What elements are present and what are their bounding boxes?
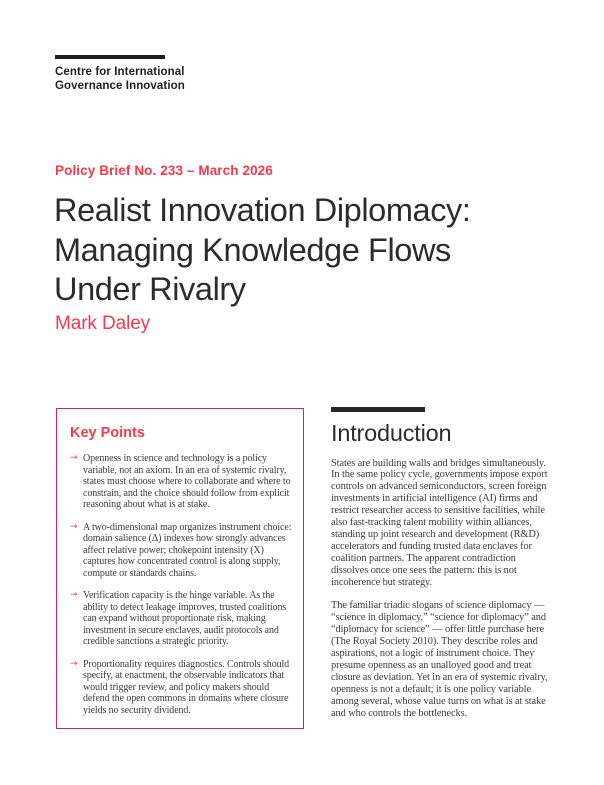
- author-name: Mark Daley: [55, 313, 151, 334]
- key-point-item: [70, 453, 293, 511]
- introduction-paragraph: The familiar triadic slogans of science diplomacy — “science in diplomacy,” “science for diplomacy” and “diplomacy for science” — offer little purchase here (The Royal Society 2010). They describe roles and aspirations, not a logic of instrument choice. They presume openness as an unalloyed good and treat closure as deviation. Yet in an era of systemic rivalry, openness is not a default; it is one policy variable among several, whose value turns on what is at stake and who controls the bottlenecks.: [331, 600, 548, 719]
- key-points-heading: Key Points: [70, 425, 145, 441]
- section-rule: [331, 407, 425, 412]
- arrow-bullet-icon: →: [70, 453, 78, 463]
- page-title: [54, 191, 574, 310]
- key-point-text: Verification capacity is the hinge variable. As the ability to detect leakage improves, trusted coalitions can expand without proportionate risk, making investment in secure enclaves, audit protocols and credible sanctions a strategic priority.: [83, 590, 287, 647]
- cigi-logo: [55, 55, 185, 93]
- introduction-paragraph: States are building walls and bridges simultaneously. In the same policy cycle, governments impose export controls on advanced semiconductors, screen foreign investments in artificial intelligence (AI) firms and restrict researcher access to sensitive facilities, while also fast-tracking talent mobility within alliances, standing up joint research and development (R&D) accelerators and funding trusted data enclaves for coalition partners. The apparent contradiction dissolves once one sees the pattern: this is not incoherence but strategy.: [331, 457, 548, 588]
- key-point-item: [70, 590, 293, 648]
- key-point-item: [70, 659, 293, 717]
- logo-text-line2: Governance Innovation: [55, 79, 185, 92]
- key-points-box: [56, 408, 304, 729]
- key-point-text: A two-dimensional map organizes instrument choice: domain salience (Δ) indexes how strongly advances affect relative power; chokepoint intensity (Χ) captures how concentrated control is along supply, compute or standards chains.: [83, 521, 292, 579]
- key-point-item: [70, 522, 293, 580]
- title-line-1: Realist Innovation Diplomacy:: [54, 192, 471, 228]
- logo-text-line1: Centre for International: [55, 66, 185, 78]
- key-points-list: [70, 453, 293, 716]
- arrow-bullet-icon: →: [70, 590, 78, 600]
- key-point-text: Proportionality requires diagnostics. Controls should specify, at enactment, the observable indicators that would trigger review, and policy makers should defend the open commons in domains where closure yields no security dividend.: [83, 658, 290, 716]
- title-line-2: Managing Knowledge Flows: [54, 231, 451, 268]
- arrow-bullet-icon: →: [70, 658, 78, 669]
- title-line-3: Under Rivalry: [54, 271, 246, 307]
- key-point-text: Openness in science and technology is a policy variable, not an axiom. In an era of systemic rivalry, states must choose where to collaborate and where to constrain, and the choice should follow from explicit reasoning about what is at stake.: [83, 453, 291, 510]
- logo-bar: [55, 55, 165, 59]
- introduction-section: [331, 407, 555, 732]
- introduction-heading: Introduction: [331, 419, 452, 446]
- brief-number-date: Policy Brief No. 233 – March 2026: [55, 163, 273, 178]
- arrow-bullet-icon: →: [70, 521, 78, 532]
